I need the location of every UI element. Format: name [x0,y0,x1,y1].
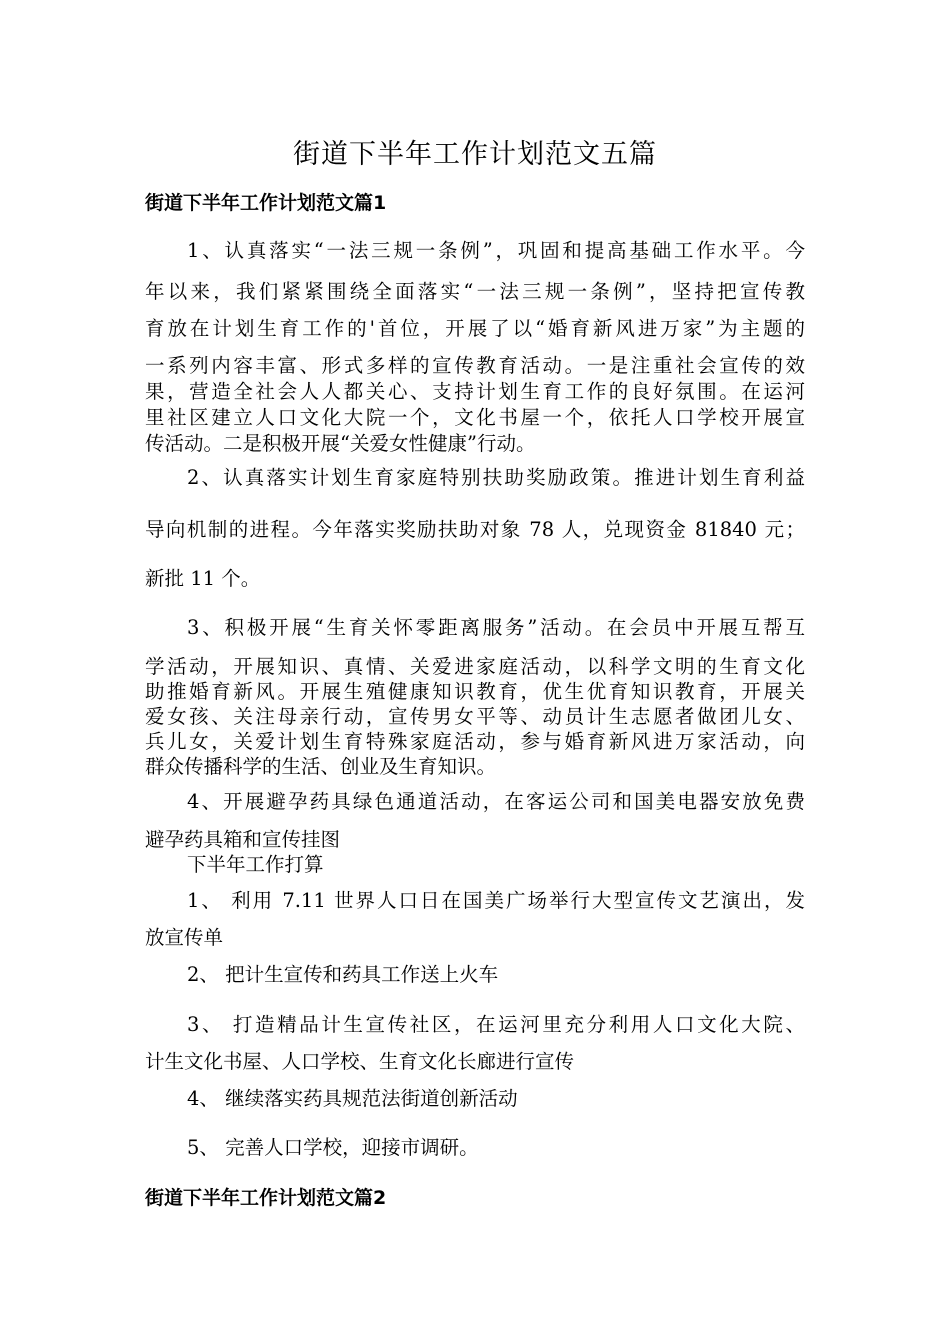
text-line: 育放在计划生育工作的'首位，开展了以“婚育新风进万家”为主题的 [145,317,805,340]
text-line: 3、积极开展“生育关怀零距离服务”活动。在会员中开展互帮互 [187,616,805,639]
text-line: 传活动。二是积极开展“关爱女性健康”行动。 [145,432,536,455]
text-line: 爱女孩、关注母亲行动，宣传男女平等、动员计生志愿者做团儿女、 [145,705,805,728]
text-line: 2、认真落实计划生育家庭特别扶助奖励政策。推进计划生育利益 [187,466,805,489]
document-title: 街道下半年工作计划范文五篇 [293,139,657,170]
section-1-heading: 街道下半年工作计划范文篇1 [145,192,387,214]
list-item: 4、 继续落实药具规范法街道创新活动 [187,1087,518,1110]
section-2-heading: 街道下半年工作计划范文篇2 [145,1187,387,1209]
text-line: 一系列内容丰富、形式多样的宣传教育活动。一是注重社会宣传的效 [145,354,805,377]
list-item-continuation: 放宣传单 [145,926,224,949]
list-item: 3、 打造精品计生宣传社区，在运河里充分利用人口文化大院、 [187,1013,805,1036]
text-line: 果，营造全社会人人都关心、支持计划生育工作的良好氛围。在运河 [145,380,805,403]
list-item: 5、 完善人口学校，迎接市调研。 [187,1136,479,1159]
text-line: 群众传播科学的生活、创业及生育知识。 [145,755,497,778]
plan-heading: 下半年工作打算 [187,853,324,876]
text-line: 助推婚育新风。开展生殖健康知识教育，优生优育知识教育，开展关 [145,680,805,703]
list-item: 1、 利用 7.11 世界人口日在国美广场举行大型宣传文艺演出，发 [187,889,805,912]
text-line: 学活动，开展知识、真情、关爱进家庭活动，以科学文明的生育文化 [145,655,805,678]
text-line: 1、认真落实“一法三规一条例”，巩固和提高基础工作水平。今 [187,239,805,262]
text-line: 导向机制的进程。今年落实奖励扶助对象 78 人，兑现资金 81840 元； [145,518,805,541]
text-line: 兵儿女，关爱计划生育特殊家庭活动，参与婚育新风进万家活动，向 [145,730,805,753]
list-item: 2、 把计生宣传和药具工作送上火车 [187,963,499,986]
text-line: 4、开展避孕药具绿色通道活动，在客运公司和国美电器安放免费 [187,790,805,813]
text-line: 避孕药具箱和宣传挂图 [145,828,341,851]
list-item-continuation: 计生文化书屋、人口学校、生育文化长廊进行宣传 [145,1050,575,1073]
text-line: 年以来，我们紧紧围绕全面落实“一法三规一条例”，坚持把宣传教 [145,280,805,303]
text-line: 新批 11 个。 [145,567,261,590]
text-line: 里社区建立人口文化大院一个，文化书屋一个，依托人口学校开展宣 [145,406,805,429]
